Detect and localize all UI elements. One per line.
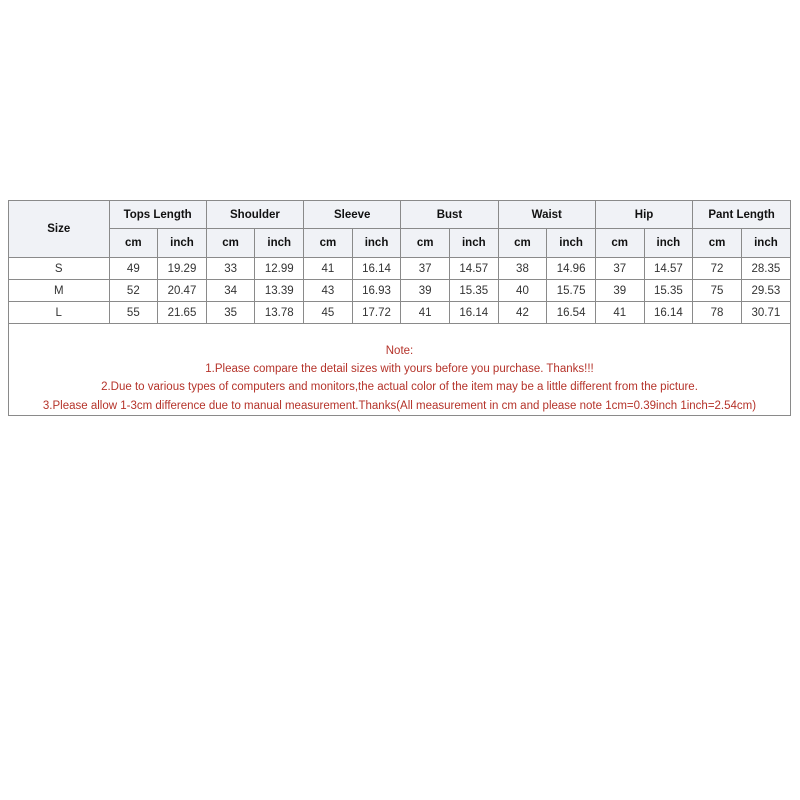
unit-header-cm: cm bbox=[109, 229, 158, 258]
size-column-header: Size bbox=[9, 201, 109, 258]
measurement-cell: 75 bbox=[693, 280, 742, 302]
column-group-header: Shoulder bbox=[206, 201, 303, 229]
unit-header-inch: inch bbox=[644, 229, 693, 258]
unit-header-inch: inch bbox=[547, 229, 596, 258]
note-title: Note: bbox=[385, 345, 414, 357]
table-row bbox=[9, 280, 790, 302]
size-cell: S bbox=[9, 258, 109, 280]
unit-header-cm: cm bbox=[401, 229, 450, 258]
measurement-cell: 13.78 bbox=[255, 302, 304, 324]
measurement-cell: 43 bbox=[304, 280, 353, 302]
measurement-cell: 16.93 bbox=[352, 280, 401, 302]
unit-header-cm: cm bbox=[206, 229, 255, 258]
column-group-header: Waist bbox=[498, 201, 595, 229]
note-line-2: 2.Due to various types of computers and monitors,the actual color of the item may be a little different from the picture. bbox=[101, 381, 698, 394]
measurement-cell: 37 bbox=[595, 258, 644, 280]
unit-header-inch: inch bbox=[255, 229, 304, 258]
measurement-cell: 42 bbox=[498, 302, 547, 324]
measurement-cell: 37 bbox=[401, 258, 450, 280]
notes-section bbox=[9, 323, 790, 415]
column-group-header: Hip bbox=[595, 201, 692, 229]
size-chart bbox=[8, 200, 791, 416]
measurement-cell: 15.35 bbox=[644, 280, 693, 302]
measurement-cell: 41 bbox=[304, 258, 353, 280]
column-group-header: Sleeve bbox=[304, 201, 401, 229]
measurement-cell: 20.47 bbox=[158, 280, 207, 302]
measurement-cell: 14.57 bbox=[644, 258, 693, 280]
table-row bbox=[9, 302, 790, 324]
size-cell: L bbox=[9, 302, 109, 324]
unit-header-cm: cm bbox=[498, 229, 547, 258]
measurement-cell: 16.14 bbox=[352, 258, 401, 280]
unit-header-inch: inch bbox=[352, 229, 401, 258]
measurement-cell: 52 bbox=[109, 280, 158, 302]
note-line-1: 1.Please compare the detail sizes with yours before you purchase. Thanks!!! bbox=[205, 363, 594, 376]
measurement-cell: 30.71 bbox=[741, 302, 790, 324]
measurement-cell: 14.57 bbox=[449, 258, 498, 280]
column-group-header: Tops Length bbox=[109, 201, 206, 229]
unit-header-inch: inch bbox=[449, 229, 498, 258]
measurement-cell: 35 bbox=[206, 302, 255, 324]
table-row bbox=[9, 258, 790, 280]
measurement-cell: 72 bbox=[693, 258, 742, 280]
measurement-cell: 17.72 bbox=[352, 302, 401, 324]
measurement-cell: 39 bbox=[595, 280, 644, 302]
measurement-cell: 12.99 bbox=[255, 258, 304, 280]
measurement-cell: 14.96 bbox=[547, 258, 596, 280]
measurement-cell: 13.39 bbox=[255, 280, 304, 302]
unit-header-cm: cm bbox=[693, 229, 742, 258]
size-table bbox=[9, 201, 790, 323]
measurement-cell: 41 bbox=[595, 302, 644, 324]
unit-header-inch: inch bbox=[158, 229, 207, 258]
column-group-header: Bust bbox=[401, 201, 498, 229]
measurement-cell: 29.53 bbox=[741, 280, 790, 302]
measurement-cell: 19.29 bbox=[158, 258, 207, 280]
measurement-cell: 28.35 bbox=[741, 258, 790, 280]
measurement-cell: 16.14 bbox=[644, 302, 693, 324]
size-cell: M bbox=[9, 280, 109, 302]
header-group-row bbox=[9, 201, 790, 229]
measurement-cell: 34 bbox=[206, 280, 255, 302]
column-group-header: Pant Length bbox=[693, 201, 790, 229]
measurement-cell: 38 bbox=[498, 258, 547, 280]
header-unit-row bbox=[9, 229, 790, 258]
measurement-cell: 45 bbox=[304, 302, 353, 324]
unit-header-inch: inch bbox=[741, 229, 790, 258]
measurement-cell: 55 bbox=[109, 302, 158, 324]
measurement-cell: 41 bbox=[401, 302, 450, 324]
measurement-cell: 15.75 bbox=[547, 280, 596, 302]
measurement-cell: 21.65 bbox=[158, 302, 207, 324]
measurement-cell: 49 bbox=[109, 258, 158, 280]
measurement-cell: 15.35 bbox=[449, 280, 498, 302]
measurement-cell: 78 bbox=[693, 302, 742, 324]
measurement-cell: 16.54 bbox=[547, 302, 596, 324]
unit-header-cm: cm bbox=[595, 229, 644, 258]
measurement-cell: 39 bbox=[401, 280, 450, 302]
measurement-cell: 16.14 bbox=[449, 302, 498, 324]
table-body bbox=[9, 258, 790, 324]
measurement-cell: 33 bbox=[206, 258, 255, 280]
unit-header-cm: cm bbox=[304, 229, 353, 258]
note-line-3: 3.Please allow 1-3cm difference due to manual measurement.Thanks(All measurement in cm and please note 1cm=0.39inch 1inch=2.54cm) bbox=[42, 399, 757, 412]
measurement-cell: 40 bbox=[498, 280, 547, 302]
